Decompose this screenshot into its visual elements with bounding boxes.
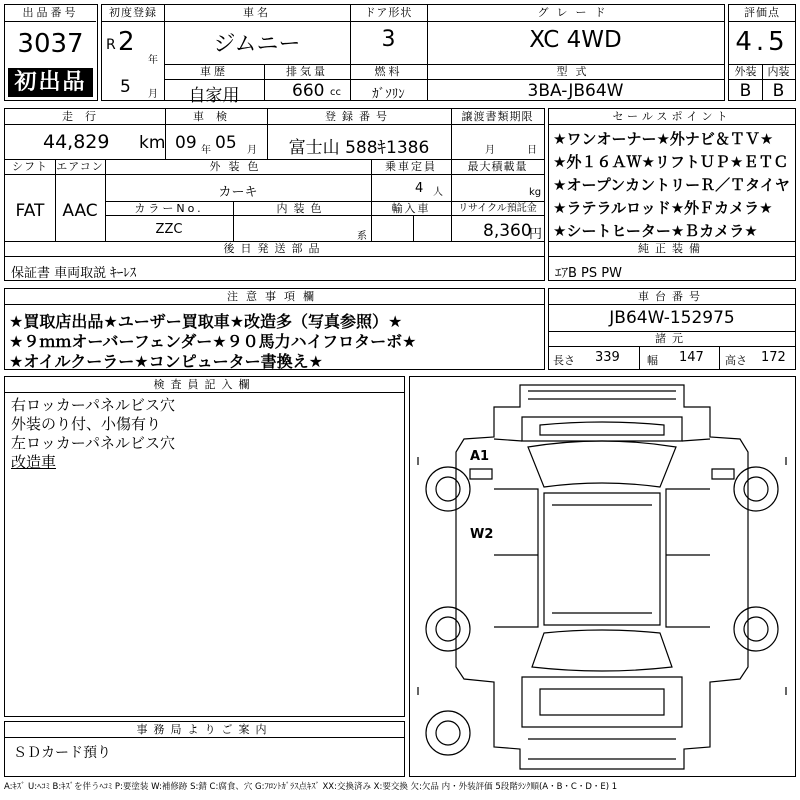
capacity-unit: 人 bbox=[433, 187, 443, 198]
lot-number: 3037 bbox=[17, 31, 84, 57]
inspector-line: 右ロッカーパネルビス穴 bbox=[11, 396, 175, 414]
month-unit: 月 bbox=[148, 89, 158, 100]
mileage-unit: km bbox=[139, 133, 166, 153]
import-label: 輸入車 bbox=[391, 202, 431, 215]
sales-line: ★外１６ＡＷ★リフトＵＰ★ＥＴＣ bbox=[553, 153, 789, 171]
transfer-month-unit: 月 bbox=[485, 145, 495, 156]
recycle-value: 8,360 bbox=[483, 221, 532, 241]
damage-mark-a1: A1 bbox=[470, 449, 490, 464]
sales-label: セールスポイント bbox=[612, 110, 732, 123]
load-label: 最大積載量 bbox=[467, 160, 528, 173]
notes-line: ★オイルクーラー★コンピューター書換え★ bbox=[9, 352, 323, 371]
car-name-label: 車名 bbox=[243, 6, 271, 19]
inspector-line: 外装のり付、小傷有り bbox=[11, 415, 162, 433]
fuel-label: 燃料 bbox=[374, 65, 403, 78]
equip-label: 純正装備 bbox=[638, 242, 706, 255]
doors-value: 3 bbox=[381, 27, 396, 52]
first-reg-label: 初度登録 bbox=[109, 6, 157, 19]
exterior-grade: B bbox=[739, 81, 752, 101]
inspector-line: 左ロッカーパネルビス穴 bbox=[11, 434, 175, 452]
inspection-month: 05 bbox=[215, 133, 237, 153]
inspection-year-unit: 年 bbox=[201, 145, 211, 156]
history-value: 自家用 bbox=[188, 86, 240, 106]
capacity-value: 4 bbox=[415, 181, 424, 196]
mileage-value: 44,829 bbox=[43, 131, 110, 153]
grade-label: グレード bbox=[537, 6, 614, 19]
doors-label: ドア形状 bbox=[364, 6, 413, 19]
ext-color-value: カーキ bbox=[218, 185, 258, 200]
interior-grade: B bbox=[772, 81, 785, 101]
ext-color-label: 外装色 bbox=[209, 160, 267, 173]
office-box bbox=[4, 721, 405, 777]
int-color-unit: 系 bbox=[357, 231, 367, 242]
score-value: 4.5 bbox=[735, 29, 789, 55]
first-reg-month: 5 bbox=[120, 77, 131, 97]
year-unit: 年 bbox=[148, 55, 158, 66]
sales-line: ★ラテラルロッド★外Ｆカメラ★ bbox=[553, 199, 773, 217]
notes-box bbox=[4, 288, 545, 370]
first-listing-badge: 初出品 bbox=[8, 68, 93, 97]
header-box bbox=[101, 4, 725, 106]
car-diagram-box bbox=[409, 376, 796, 777]
office-label: 事務局よりご案内 bbox=[136, 723, 273, 736]
length-label: 長さ bbox=[553, 354, 575, 367]
office-text: ＳＤカード預り bbox=[13, 745, 111, 761]
model-code-value: 3BA-JB64W bbox=[527, 81, 624, 101]
car-diagram bbox=[410, 377, 795, 776]
displacement-unit: cc bbox=[330, 87, 341, 98]
equip-value: ｴｱB PS PW bbox=[555, 266, 622, 281]
height-value: 172 bbox=[761, 350, 786, 365]
lot-label: 出品番号 bbox=[22, 6, 79, 19]
length-value: 339 bbox=[595, 350, 620, 365]
capacity-label: 乗車定員 bbox=[385, 160, 437, 173]
fuel-value: ｶﾞｿﾘﾝ bbox=[372, 87, 405, 102]
inspector-notes bbox=[11, 396, 175, 472]
width-label: 幅 bbox=[647, 354, 658, 367]
inspection-year: 09 bbox=[175, 133, 197, 153]
score-box bbox=[728, 4, 796, 101]
details-box bbox=[4, 108, 545, 281]
inspection-month-unit: 月 bbox=[247, 145, 257, 156]
legend: A:ｷｽﾞ U:ﾍｺﾐ B:ｷｽﾞを伴うﾍｺﾐ P:要塗装 W:補修跡 S:錆 C:腐食、穴 G:ﾌﾛﾝﾄｶﾞﾗｽ点ｷｽﾞ XX:交換済み X:要交換 欠:欠品 内・外装評価 5段階ﾗﾝｸ順(A・B・C・D・E) 1 bbox=[4, 782, 618, 792]
notes-line: ★買取店出品★ユーザー買取車★改造多（写真参照）★ bbox=[9, 312, 403, 331]
inspector-label: 検査員記入欄 bbox=[153, 378, 256, 391]
exterior-grade-label: 外装 bbox=[734, 65, 757, 78]
load-unit: kg bbox=[529, 187, 542, 198]
sales-box bbox=[548, 108, 796, 281]
inspector-line-underlined: 改造車 bbox=[11, 453, 57, 471]
color-no-label: カラーNo. bbox=[134, 202, 204, 215]
notes-line: ★９ｍｍオーバーフェンダー★９０馬力ハイフロターボ★ bbox=[9, 332, 417, 351]
recycle-label: リサイクル預託金 bbox=[458, 203, 537, 214]
width-value: 147 bbox=[679, 350, 704, 365]
later-parts-label: 後日発送部品 bbox=[223, 242, 326, 255]
height-label: 高さ bbox=[725, 354, 747, 367]
later-parts-value: 保証書 車両取説 ｷｰﾚｽ bbox=[11, 266, 137, 281]
interior-grade-label: 内装 bbox=[767, 65, 790, 78]
sales-line: ★オープンカントリーＲ／Ｔタイヤ bbox=[553, 176, 790, 194]
ac-label: エアコン bbox=[56, 160, 104, 173]
displacement-value: 660 bbox=[292, 81, 325, 101]
chassis-box bbox=[548, 288, 796, 370]
ac-value: AAC bbox=[62, 201, 98, 221]
int-color-label: 内装色 bbox=[276, 202, 328, 215]
damage-mark-w2: W2 bbox=[470, 527, 494, 542]
era-letter: R bbox=[106, 37, 116, 53]
car-name: ジムニー bbox=[213, 32, 301, 57]
chassis-label: 車台番号 bbox=[638, 290, 706, 303]
history-label: 車歴 bbox=[200, 65, 228, 78]
plate-value: 富士山 588ｷ1386 bbox=[288, 138, 430, 158]
shift-label: シフト bbox=[12, 160, 48, 173]
transfer-day-unit: 日 bbox=[527, 145, 537, 156]
chassis-number: JB64W-152975 bbox=[609, 308, 735, 328]
recycle-unit: 円 bbox=[529, 227, 543, 242]
grade-value: XC 4WD bbox=[529, 27, 622, 53]
specs-label: 諸元 bbox=[655, 332, 689, 345]
sales-line: ★シートヒーター★Ｂカメラ★ bbox=[553, 222, 758, 240]
color-no-value: ZZC bbox=[155, 222, 183, 237]
first-reg-year: 2 bbox=[118, 29, 135, 55]
inspection-label: 車検 bbox=[193, 110, 239, 123]
shift-value: FAT bbox=[15, 201, 45, 221]
inspector-box bbox=[4, 376, 405, 717]
model-code-label: 型式 bbox=[556, 65, 595, 78]
sales-line: ★ワンオーナー★外ナビ＆ＴＶ★ bbox=[553, 130, 774, 148]
notes-label: 注意事項欄 bbox=[227, 290, 322, 303]
transfer-label: 譲渡書類期限 bbox=[461, 110, 534, 123]
lot-box bbox=[4, 4, 98, 101]
score-label: 評価点 bbox=[744, 6, 780, 19]
mileage-label: 走行 bbox=[62, 110, 108, 123]
plate-label: 登録番号 bbox=[325, 110, 393, 123]
displacement-label: 排気量 bbox=[286, 65, 328, 78]
